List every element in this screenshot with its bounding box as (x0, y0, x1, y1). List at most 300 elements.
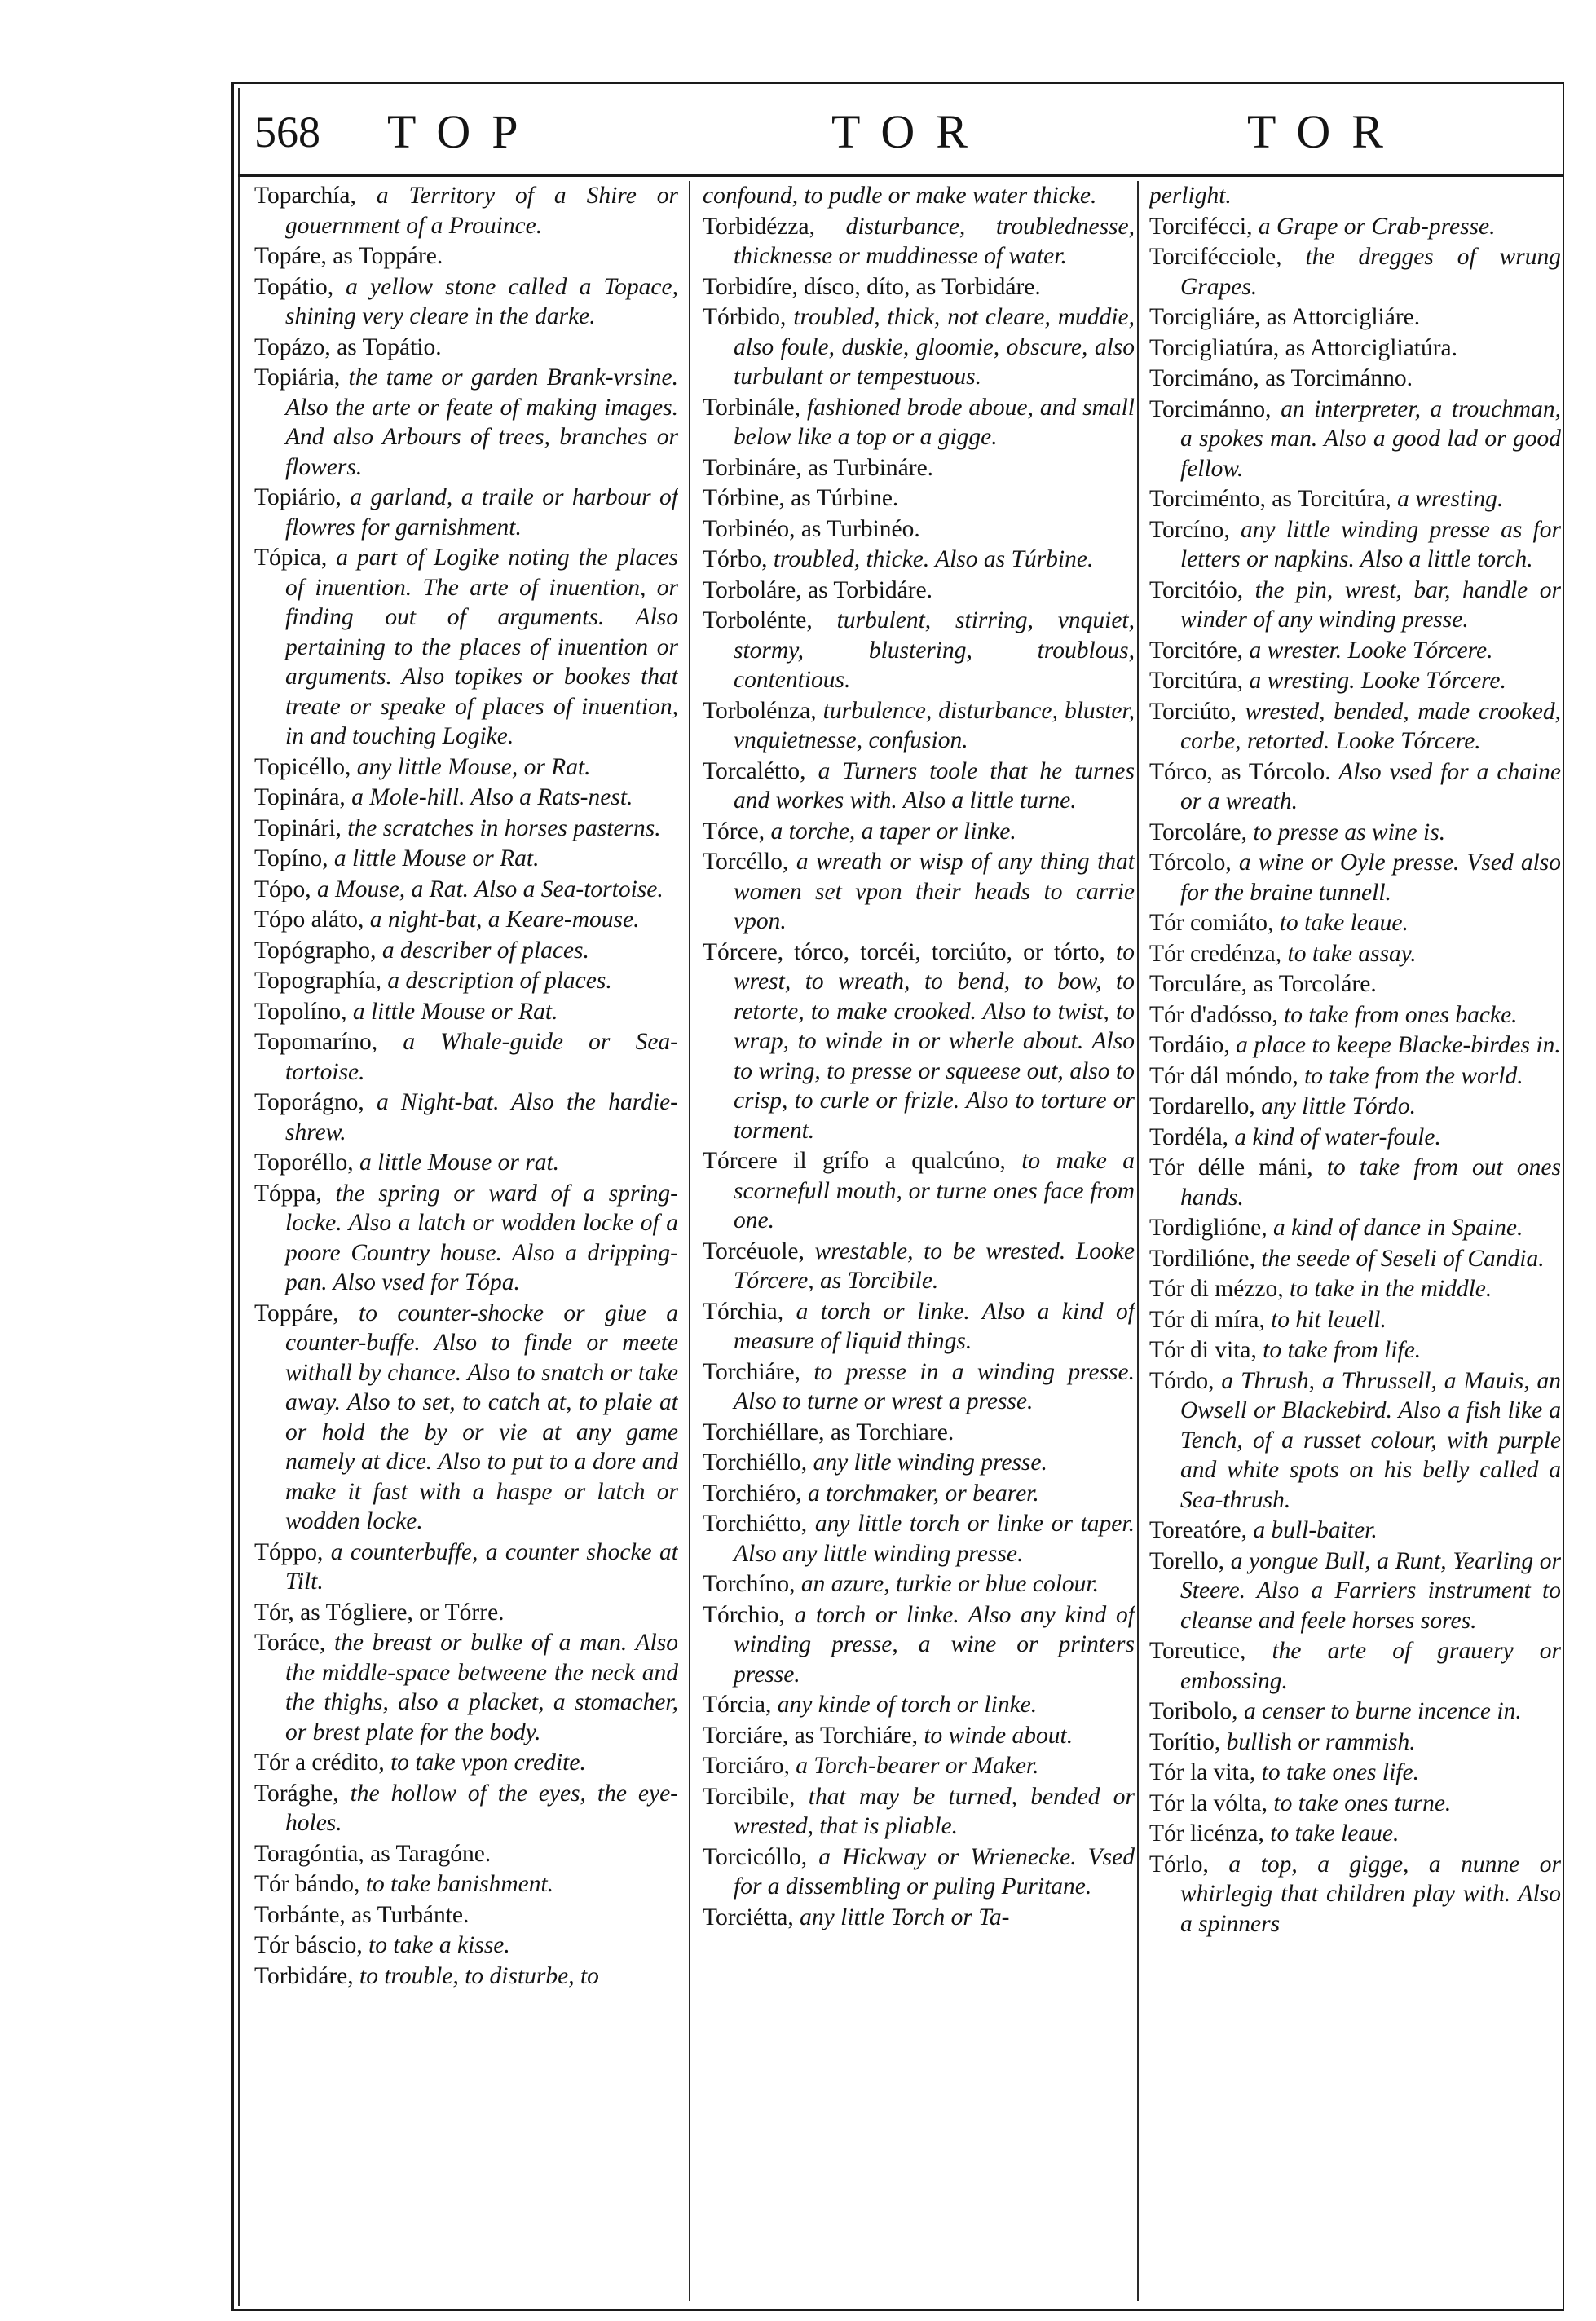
entry-definition: the scratches in horses pasterns. (341, 814, 661, 841)
dictionary-entry (254, 333, 678, 363)
entry-definition: wrestable, to be wrested. Looke Tórcere, as Torcibile. (734, 1238, 1135, 1294)
dictionary-entry (1149, 757, 1561, 817)
entry-headword: Torbidézza, (703, 213, 815, 240)
entry-headword: Tórbo, (703, 546, 768, 572)
entry-definition: to take a kisse. (362, 1932, 510, 1958)
entry-headword: Topolíno, (254, 998, 347, 1025)
entry-definition: a yellow stone called a Topace, shining very cleare in the darke. (285, 273, 678, 329)
entry-headword: Toporágno, (254, 1089, 364, 1115)
entry-headword: Torcitóre, (1149, 637, 1244, 664)
entry-definition: a yongue Bull, a Runt, Yearling or Steere. Also a Farriers instrument to cleanse and feele horses sores. (1180, 1547, 1561, 1634)
entry-headword: Torcéuole, (703, 1238, 805, 1264)
entry-definition: a night-bat, a Keare-mouse. (364, 907, 640, 933)
dictionary-entry (1149, 395, 1561, 484)
entry-definition: a top, a gigge, a nunne or whirlegig that children play with. Also a spinners (1180, 1851, 1561, 1937)
entry-headword: Tór licénza, (1149, 1820, 1264, 1847)
entry-definition: a kind of water-foule. (1228, 1123, 1441, 1150)
entry-definition: the dregges of wrung Grapes. (1180, 244, 1561, 300)
entry-headword: Tór la vólta, (1149, 1789, 1268, 1816)
entry-definition: to take leaue. (1273, 910, 1409, 936)
dictionary-entry (254, 997, 678, 1027)
entry-headword: Topíno, (254, 845, 328, 871)
entry-definition: wrested, bended, made crooked, corbe, retorted. Looke Tórcere. (1180, 698, 1561, 754)
entry-headword: Tór comiáto, (1149, 910, 1274, 936)
dictionary-entry (1149, 333, 1561, 364)
entry-headword: Torághe, (254, 1780, 339, 1807)
entry-headword: Torcifécci, (1149, 213, 1253, 240)
entry-definition: a describer of places. (376, 937, 589, 964)
dictionary-entry (703, 1751, 1135, 1781)
entry-headword: Tópo aláto, (254, 907, 364, 933)
dictionary-entry (703, 696, 1135, 756)
entry-headword: Tór bándo, (254, 1871, 360, 1897)
entry-headword: Torcoláre, (1149, 819, 1247, 845)
entry-headword: Tór a crédito, (254, 1750, 385, 1776)
entry-headword: Torcifécciole, (1149, 244, 1282, 270)
entry-headword: Toporéllo, (254, 1149, 354, 1176)
dictionary-entry (254, 844, 678, 874)
dictionary-entry (254, 1179, 678, 1298)
entry-definition: a little Mouse or rat. (353, 1149, 560, 1176)
entry-definition: to take leaue. (1263, 1820, 1400, 1847)
entry-definition: an azure, turkie or blue colour. (795, 1571, 1099, 1597)
dictionary-entry (254, 1299, 678, 1537)
entry-headword: Torciáre, as Torchiáre, (703, 1722, 918, 1749)
entry-headword: Topázo, as Topátio. (254, 333, 442, 360)
entry-definition: the arte of grauery or embossing. (1180, 1638, 1561, 1694)
entry-headword: Topomaríno, (254, 1029, 378, 1055)
dictionary-entry (254, 783, 678, 813)
entry-definition: the hollow of the eyes, the eye-holes. (285, 1780, 678, 1836)
entry-definition: to take from life. (1256, 1337, 1422, 1363)
header-left-word: TOP (387, 105, 540, 158)
entry-definition: troubled, thick, not cleare, muddie, also foule, duskie, gloomie, obscure, also turbulant or tempestuous. (734, 304, 1135, 390)
dictionary-entry (703, 483, 1135, 514)
entry-definition: to take from ones backe. (1277, 1001, 1518, 1028)
entry-definition: a part of Logike noting the places of inuention. The arte of inuention, or finding out of arguments. Also pertaining to the places of inuention or arguments. Also topikes or bookes that treate or speake of places of inuention, in and touching Logike. (285, 545, 678, 749)
dictionary-entry (1149, 1636, 1561, 1696)
entry-headword: Torbinéo, as Turbinéo. (703, 515, 920, 542)
running-header (245, 91, 1557, 173)
dictionary-entry (1149, 212, 1561, 242)
entry-definition: a Whale-guide or Sea-tortoise. (285, 1029, 678, 1085)
entry-definition: a torchmaker, or bearer. (801, 1480, 1039, 1507)
entry-headword: Torcéllo, (703, 849, 789, 875)
entry-definition: a torche, a taper or linke. (765, 818, 1016, 845)
entry-definition: to take assay. (1281, 940, 1417, 967)
dictionary-entry (254, 1088, 678, 1147)
entry-definition: to presse as wine is. (1246, 819, 1446, 845)
dictionary-entry (703, 576, 1135, 606)
dictionary-entry (254, 1748, 678, 1778)
dictionary-entry (254, 936, 678, 966)
dictionary-entry (1149, 1335, 1561, 1366)
dictionary-entry (254, 363, 678, 482)
entry-definition: a torch or linke. Also any kind of winding presse, a wine or printers presse. (734, 1601, 1135, 1688)
entry-headword: Topographía, (254, 968, 382, 994)
entry-definition: a wresting. Looke Tórcere. (1243, 668, 1506, 694)
entry-headword: Torcitúra, (1149, 668, 1244, 694)
dictionary-entry (703, 181, 1135, 211)
dictionary-entry (1149, 1697, 1561, 1727)
dictionary-entry (254, 543, 678, 752)
entry-definition: to hit leuell. (1264, 1306, 1387, 1333)
dictionary-entry (1149, 848, 1561, 907)
entry-definition: troubled, thicke. Also as Túrbine. (767, 546, 1094, 572)
entry-headword: Tórbido, (703, 304, 787, 330)
entry-headword: Topinári, (254, 814, 342, 841)
entry-definition: to take ones life. (1255, 1759, 1419, 1785)
entry-definition: a description of places. (381, 968, 612, 994)
entry-headword: Torbidíre, dísco, díto, as Torbidáre. (703, 273, 1041, 300)
header-rule (238, 174, 1563, 177)
entry-headword: Tordéla, (1149, 1123, 1229, 1150)
entry-definition: a garland, a traile or harbour of flowres for garnishment. (285, 484, 678, 541)
entry-headword: Torchiétto, (703, 1511, 808, 1537)
entry-definition: a little Mouse or Rat. (328, 845, 540, 871)
dictionary-entry (703, 545, 1135, 575)
entry-headword: Topiário, (254, 484, 342, 510)
dictionary-entry (254, 814, 678, 844)
entry-definition: a Grape or Crab-presse. (1252, 213, 1496, 240)
entry-headword: Torbolénza, (703, 697, 817, 724)
entry-definition: a place to keepe Blacke-birdes in. (1229, 1032, 1561, 1058)
entry-definition: to take in the middle. (1283, 1276, 1492, 1302)
entry-definition: the pin, wrest, bar, handle or winder of any winding presse. (1180, 576, 1561, 633)
entry-headword: Topiária, (254, 364, 341, 391)
entry-headword: Torciétta, (703, 1904, 794, 1930)
dictionary-entry (1149, 1728, 1561, 1758)
dictionary-entry (1149, 697, 1561, 757)
entry-definition: a wreath or wisp of any thing that women set vpon their heads to carrie vpon. (734, 849, 1135, 934)
entry-definition: a Hickway or Wrienecke. Vsed for a dissembling or puling Puritane. (734, 1843, 1135, 1900)
entry-headword: Tórbine, as Túrbine. (703, 485, 899, 511)
entry-headword: Tór di míra, (1149, 1306, 1265, 1333)
entry-definition: any little torch or linke or taper. Also any little winding presse. (734, 1511, 1135, 1567)
dictionary-entry (703, 1842, 1135, 1902)
dictionary-entry (254, 272, 678, 332)
entry-headword: Torchiéllo, (703, 1450, 808, 1476)
entry-headword: Topinára, (254, 784, 346, 810)
entry-definition: the seede of Seseli of Candia. (1254, 1245, 1545, 1272)
entry-definition: any little winding presse as for letters or napkins. Also a little torch. (1180, 516, 1561, 572)
column-2 (703, 181, 1135, 2301)
entry-headword: Tórcere il grífo a qualcúno, (703, 1148, 1006, 1174)
dictionary-entry (703, 1418, 1135, 1448)
dictionary-entry (254, 1930, 678, 1961)
dictionary-entry (703, 757, 1135, 816)
entry-definition: a wrester. Looke Tórcere. (1243, 637, 1493, 664)
entry-headword: Tordáio, (1149, 1032, 1230, 1058)
entry-definition: a Thrush, a Thrussell, a Mauis, an Owsell or Blackebird. Also a fish like a Tench, of a russet colour, with purple and white spots on his belly called a Sea-thrush. (1180, 1367, 1561, 1513)
entry-headword: Tórdo, (1149, 1367, 1215, 1394)
entry-headword: Torello, (1149, 1547, 1225, 1574)
entry-headword: Toráce, (254, 1630, 326, 1656)
entry-definition: turbulent, stirring, vnquiet, stormy, blustering, troublous, contentious. (734, 607, 1135, 693)
dictionary-entry (703, 1721, 1135, 1751)
dictionary-entry (254, 1538, 678, 1597)
entry-definition: a kind of dance in Spaine. (1267, 1215, 1523, 1241)
entry-headword: Torchiéro, (703, 1480, 802, 1507)
column-divider (689, 181, 690, 2301)
dictionary-entry (1149, 1061, 1561, 1092)
dictionary-entry (1149, 969, 1561, 999)
dictionary-entry (1149, 1244, 1561, 1274)
entry-headword: Topáre, as Toppáre. (254, 243, 443, 269)
dictionary-entry (703, 1479, 1135, 1509)
entry-headword: Torbináre, as Turbináre. (703, 454, 934, 481)
dictionary-entry (1149, 576, 1561, 635)
dictionary-entry (1149, 1213, 1561, 1243)
entry-definition: any little Mouse, or Rat. (351, 753, 591, 780)
entry-definition: to take vpon credite. (384, 1750, 586, 1776)
dictionary-entry (254, 1839, 678, 1869)
entry-headword: Tór délle máni, (1149, 1154, 1313, 1180)
dictionary-entry (1149, 636, 1561, 666)
entry-definition: Also vsed for a chaine or a wreath. (1180, 758, 1561, 814)
entry-headword: Tór d'adósso, (1149, 1001, 1278, 1028)
dictionary-entry (703, 1903, 1135, 1933)
dictionary-entry (703, 1600, 1135, 1690)
entry-definition: a Torch-bearer or Maker. (789, 1753, 1039, 1779)
column-3 (1149, 181, 1561, 2301)
entry-headword: Torchiáre, (703, 1358, 800, 1385)
dictionary-entry (703, 1782, 1135, 1842)
dictionary-entry (1149, 1000, 1561, 1030)
dictionary-entry (703, 1297, 1135, 1357)
entry-headword: Torcalétto, (703, 757, 806, 784)
entry-headword: Torcicóllo, (703, 1843, 808, 1870)
dictionary-entry (1149, 1819, 1561, 1849)
entry-headword: Torcimánno, (1149, 395, 1272, 422)
dictionary-entry (1149, 364, 1561, 394)
entry-definition: to counter-shocke or giue a counter-buffe. Also to finde or meete withall by chance. Also to snatch or take away. Also to set, to catch at, to plaie at or hold the by or vie at any game namely at dice. Also to put to a dore and make it fast with a haspe or latch or wodden locke. (285, 1299, 678, 1534)
entry-headword: Torítio, (1149, 1728, 1221, 1755)
entry-headword: Torcibile, (703, 1783, 796, 1810)
entry-headword: Tórchio, (703, 1601, 785, 1628)
entry-definition: that may be turned, bended or wrested, that is pliable. (734, 1783, 1135, 1839)
entry-headword: Torcigliatúra, as Attorcigliatúra. (1149, 334, 1458, 361)
dictionary-entry (254, 905, 678, 935)
dictionary-entry (703, 938, 1135, 1146)
entry-headword: Tópica, (254, 545, 328, 571)
entry-definition: the spring or ward of a spring-locke. Also a latch or wodden locke of a poore Country house. Also a dripping-pan. Also vsed for Tópa. (285, 1180, 678, 1295)
entry-definition: a Mole-hill. Also a Rats-nest. (345, 784, 633, 810)
entry-definition: a bull-baiter. (1246, 1517, 1378, 1543)
entry-headword: Tórlo, (1149, 1851, 1209, 1878)
entry-headword: Toparchía, (254, 183, 356, 209)
dictionary-entry (1149, 908, 1561, 938)
entry-headword: Torchíno, (703, 1571, 796, 1597)
entry-headword: Torbidáre, (254, 1962, 354, 1989)
entry-headword: Tórcere, tórco, torcéi, torciúto, or tórto, (703, 938, 1105, 965)
entry-headword: Tórcia, (703, 1692, 772, 1718)
dictionary-entry (1149, 181, 1561, 211)
dictionary-entry (1149, 818, 1561, 848)
entry-definition: a wresting. (1391, 486, 1504, 512)
entry-definition: a wine or Oyle presse. Vsed also for the braine tunnell. (1180, 849, 1561, 906)
entry-definition: turbulence, disturbance, bluster, vnquietnesse, confusion. (734, 697, 1135, 753)
dictionary-entry (254, 1779, 678, 1838)
dictionary-entry (1149, 1274, 1561, 1304)
dictionary-entry (1149, 302, 1561, 333)
dictionary-entry (254, 1027, 678, 1087)
dictionary-entry (254, 1869, 678, 1900)
entry-definition: a counterbuffe, a counter shocke at Tilt. (285, 1538, 678, 1595)
entry-headword: Torcimáno, as Torcimánno. (1149, 365, 1413, 391)
dictionary-entry (703, 1509, 1135, 1569)
entry-headword: Torbinále, (703, 394, 800, 421)
entry-headword: Tordarello, (1149, 1093, 1255, 1119)
entry-headword: Tór di mézzo, (1149, 1276, 1284, 1302)
entry-headword: Torcíno, (1149, 516, 1230, 543)
entry-definition: to take banishment. (359, 1871, 554, 1897)
entry-headword: Torcitóio, (1149, 576, 1244, 603)
dictionary-entry (1149, 1123, 1561, 1153)
header-center-word: TOR (831, 105, 989, 158)
dictionary-entry (1149, 1305, 1561, 1335)
dictionary-entry (703, 606, 1135, 695)
entry-headword: Tór la vita, (1149, 1759, 1256, 1785)
entry-headword: Tór, as Tógliere, or Tórre. (254, 1599, 505, 1626)
entry-definition: bullish or rammish. (1220, 1728, 1416, 1755)
entry-headword: Tóppa, (254, 1180, 322, 1207)
entry-headword: Torciúto, (1149, 698, 1237, 725)
dictionary-entry (1149, 939, 1561, 969)
entry-headword: Tór dál móndo, (1149, 1062, 1298, 1089)
entry-headword: Tórco, as Tórcolo. (1149, 758, 1331, 785)
entry-definition: to take ones turne. (1268, 1789, 1452, 1816)
entry-headword: Torboláre, as Torbidáre. (703, 576, 933, 603)
header-right-word: TOR (1247, 105, 1404, 158)
entry-definition: to take from the world. (1298, 1062, 1523, 1089)
dictionary-entry (254, 483, 678, 542)
page-number: 568 (254, 108, 320, 157)
column-divider (1137, 181, 1139, 2301)
dictionary-entry (1149, 1030, 1561, 1061)
dictionary-entry (703, 514, 1135, 545)
dictionary-entry (1149, 1758, 1561, 1788)
entry-headword: Torciáro, (703, 1753, 790, 1779)
dictionary-entry (703, 1448, 1135, 1478)
entry-definition: the tame or garden Brank-vrsine. Also the arte or feate of making images. And also Arbours of trees, branches or flowers. (285, 364, 678, 480)
entry-definition: to winde about. (917, 1722, 1074, 1749)
dictionary-entry (703, 393, 1135, 452)
entry-headword: Topicéllo, (254, 753, 351, 780)
entry-definition: to take from out ones hands. (1180, 1154, 1561, 1211)
dictionary-entry (254, 181, 678, 240)
dictionary-entry (254, 1148, 678, 1178)
dictionary-entry (703, 272, 1135, 302)
entry-definition: confound, to pudle or make water thicke. (703, 183, 1097, 209)
entry-definition: any kinde of torch or linke. (771, 1692, 1038, 1718)
entry-definition: fashioned brode aboue, and small below like a top or a gigge. (734, 394, 1135, 450)
dictionary-entry (1149, 1547, 1561, 1636)
dictionary-entry (1149, 666, 1561, 696)
dictionary-entry (703, 1569, 1135, 1600)
entry-definition: a Turners toole that he turnes and workes with. Also a little turne. (734, 757, 1135, 814)
entry-definition: to presse in a winding presse. Also to turne or wrest a presse. (734, 1358, 1135, 1414)
entry-headword: Torbolénte, (703, 607, 813, 633)
dictionary-entry (254, 1900, 678, 1930)
dictionary-entry (254, 241, 678, 271)
dictionary-entry (703, 212, 1135, 271)
dictionary-entry (1149, 484, 1561, 514)
entry-headword: Toppáre, (254, 1299, 339, 1326)
entry-definition: a Night-bat. Also the hardie-shrew. (285, 1089, 678, 1145)
dictionary-entry (703, 817, 1135, 847)
entry-definition: a little Mouse or Rat. (346, 998, 558, 1025)
entry-definition: a Territory of a Shire or gouernment of a Prouince. (285, 183, 678, 239)
dictionary-entry (254, 1961, 678, 1992)
entry-definition: a torch or linke. Also a kind of measure of liquid things. (734, 1298, 1135, 1354)
dictionary-entry (1149, 515, 1561, 575)
entry-headword: Tordilióne, (1149, 1245, 1255, 1272)
dictionary-entry (703, 1357, 1135, 1417)
entry-headword: Toribolo, (1149, 1698, 1238, 1724)
dictionary-entry (703, 1146, 1135, 1236)
entry-definition: to trouble, to disturbe, to (353, 1962, 599, 1989)
entry-headword: Tórchia, (703, 1298, 784, 1325)
entry-headword: Tór di vita, (1149, 1337, 1257, 1363)
dictionary-entry (1149, 1153, 1561, 1212)
entry-headword: Torciménto, as Torcitúra, (1149, 486, 1391, 512)
dictionary-entry (1149, 1516, 1561, 1546)
entry-definition: to make a scornefull mouth, or turne ones face from one. (734, 1148, 1135, 1233)
entry-headword: Torbánte, as Turbánte. (254, 1901, 470, 1928)
entry-headword: Topátio, (254, 273, 334, 300)
entry-headword: Tór báscio, (254, 1932, 363, 1958)
entry-headword: Toragóntia, as Taragóne. (254, 1840, 492, 1867)
dictionary-entry (1149, 1850, 1561, 1939)
entry-headword: Torcigliáre, as Attorcigliáre. (1149, 304, 1421, 330)
dictionary-entry (254, 875, 678, 905)
entry-definition: an interpreter, a trouchman, a spokes man. Also a good lad or good fellow. (1180, 395, 1561, 482)
entry-headword: Tórcolo, (1149, 849, 1232, 876)
entry-headword: Tordiglióne, (1149, 1215, 1268, 1241)
dictionary-entry (1149, 1092, 1561, 1122)
entry-headword: Tór credénza, (1149, 940, 1282, 967)
dictionary-entry (254, 966, 678, 996)
dictionary-entry (703, 453, 1135, 483)
entry-definition: to wrest, to wreath, to bend, to bow, to retorte, to make crooked. Also to twist, to wrap, to winde in or wherle about. Also to wring, to presse or squeese out, also to crisp, to curle or frizle. Also to torture or torment. (734, 938, 1135, 1144)
dictionary-entry (254, 1628, 678, 1747)
entry-headword: Torchiéllare, as Torchiare. (703, 1419, 955, 1445)
entry-headword: Tópo, (254, 876, 311, 902)
entry-definition: any little Torch or Ta- (793, 1904, 1010, 1930)
dictionary-entry (703, 1690, 1135, 1720)
dictionary-entry (703, 1237, 1135, 1296)
dictionary-entry (1149, 1789, 1561, 1819)
entry-definition: a censer to burne incence in. (1237, 1698, 1522, 1724)
entry-headword: Tórce, (703, 818, 765, 845)
entry-definition: perlight. (1149, 183, 1232, 209)
entry-headword: Toreatóre, (1149, 1517, 1247, 1543)
column-1 (254, 181, 678, 2301)
entry-headword: Topógrapho, (254, 937, 377, 964)
entry-definition: disturbance, troublednesse, thicknesse or muddinesse of water. (734, 213, 1135, 269)
dictionary-entry (254, 752, 678, 783)
entry-definition: the breast or bulke of a man. Also the middle-space betweene the neck and the thighs, also a placket, a stomacher, or brest plate for the body. (285, 1630, 678, 1745)
entry-headword: Toreutice, (1149, 1638, 1246, 1664)
dictionary-entry (254, 1598, 678, 1628)
dictionary-entry (703, 302, 1135, 392)
dictionary-entry (1149, 1366, 1561, 1516)
dictionary-entry (1149, 242, 1561, 302)
entry-definition: any little Tórdo. (1254, 1093, 1417, 1119)
entry-definition: a Mouse, a Rat. Also a Sea-tortoise. (311, 876, 664, 902)
entry-definition: any litle winding presse. (807, 1450, 1047, 1476)
